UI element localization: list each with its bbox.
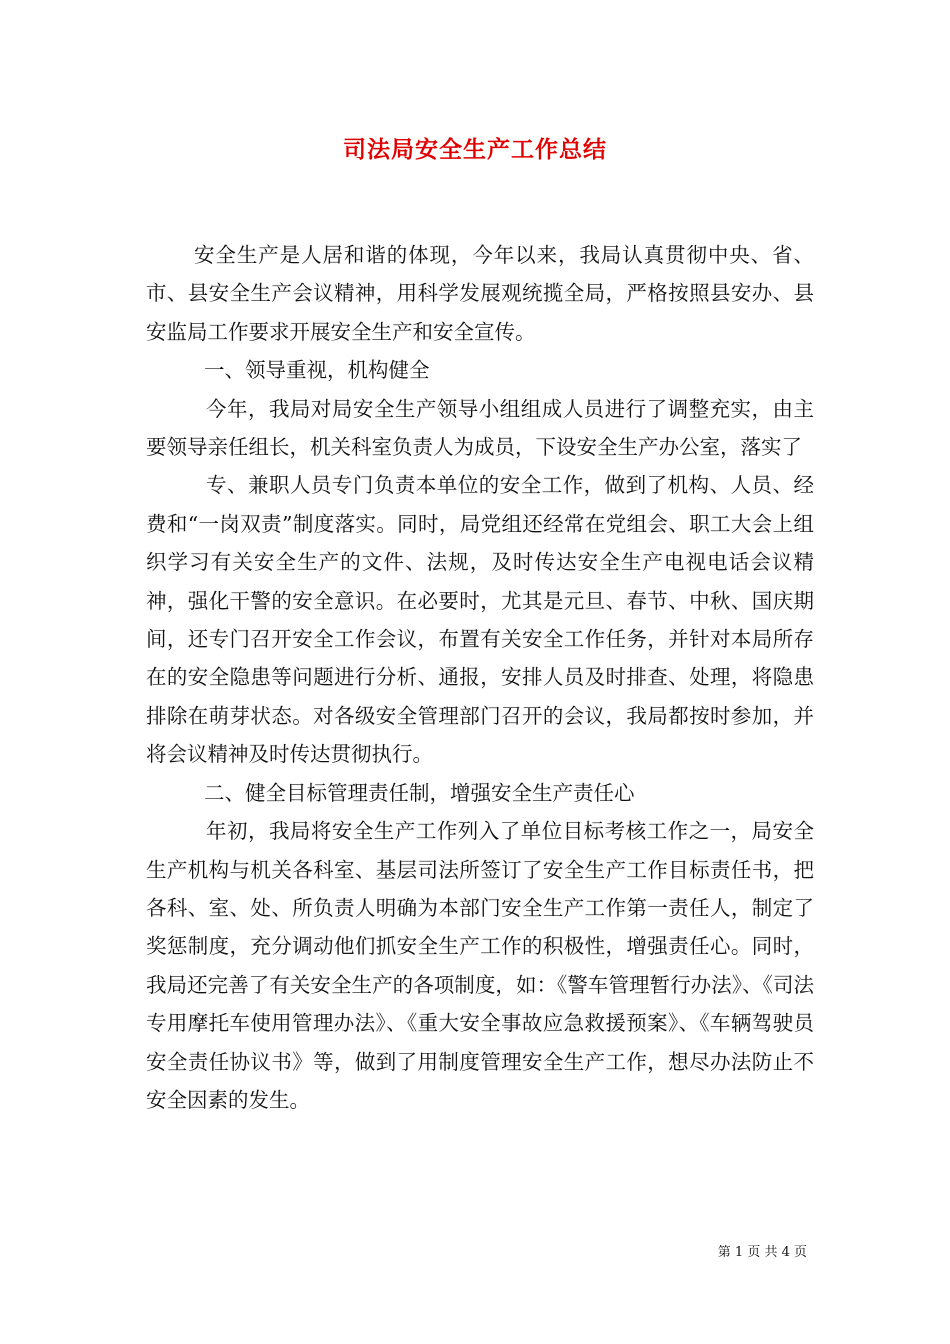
- section-heading-1: 一、领导重视，机构健全: [204, 358, 430, 383]
- section-1-paragraph-2: 专、兼职人员专门负责本单位的安全工作，做到了机构、人员、经费和“一岗双责”制度落实。同时，局党组还经常在党组会、职工大会上组织学习有关安全生产的文件、法规，及时传达安全生产电视电话会议精神，强化干警的安全意识。在必要时，尤其是元旦、春节、中秋、国庆期间，还专门召开安全工作会议，布置有关安全工作任务，并针对本局所存在的安全隐患等问题进行分析、通报，安排人员及时排查、处理，将隐患排除在萌芽状态。对各级安全管理部门召开的会议，我局都按时参加，并将会议精神及时传达贯彻执行。: [146, 473, 814, 767]
- document-title: 司法局安全生产工作总结: [343, 136, 607, 163]
- document-body: [146, 236, 814, 1119]
- page-number: 第 1 页 共 4 页: [717, 1245, 807, 1260]
- section-heading-2: 二、健全目标管理责任制，增强安全生产责任心: [204, 780, 635, 805]
- section-2-paragraph-1: 年初，我局将安全生产工作列入了单位目标考核工作之一，局安全生产机构与机关各科室、基层司法所签订了安全生产工作目标责任书，把各科、室、处、所负责人明确为本部门安全生产工作第一责任人，制定了奖惩制度，充分调动他们抓安全生产工作的积极性，增强责任心。同时，我局还完善了有关安全生产的各项制度，如：《警车管理暂行办法》、《司法专用摩托车使用管理办法》、《重大安全事故应急救援预案》、《车辆驾驶员安全责任协议书》等，做到了用制度管理安全生产工作，想尽办法防止不安全因素的发生。: [146, 819, 814, 1112]
- section-1-paragraph-1: 今年，我局对局安全生产领导小组组成人员进行了调整充实，由主要领导亲任组长，机关科室负责人为成员，下设安全生产办公室，落实了: [146, 396, 814, 460]
- intro-paragraph: 安全生产是人居和谐的体现，今年以来，我局认真贯彻中央、省、市、县安全生产会议精神，用科学发展观统揽全局，严格按照县安办、县安监局工作要求开展安全生产和安全宣传。: [146, 243, 814, 344]
